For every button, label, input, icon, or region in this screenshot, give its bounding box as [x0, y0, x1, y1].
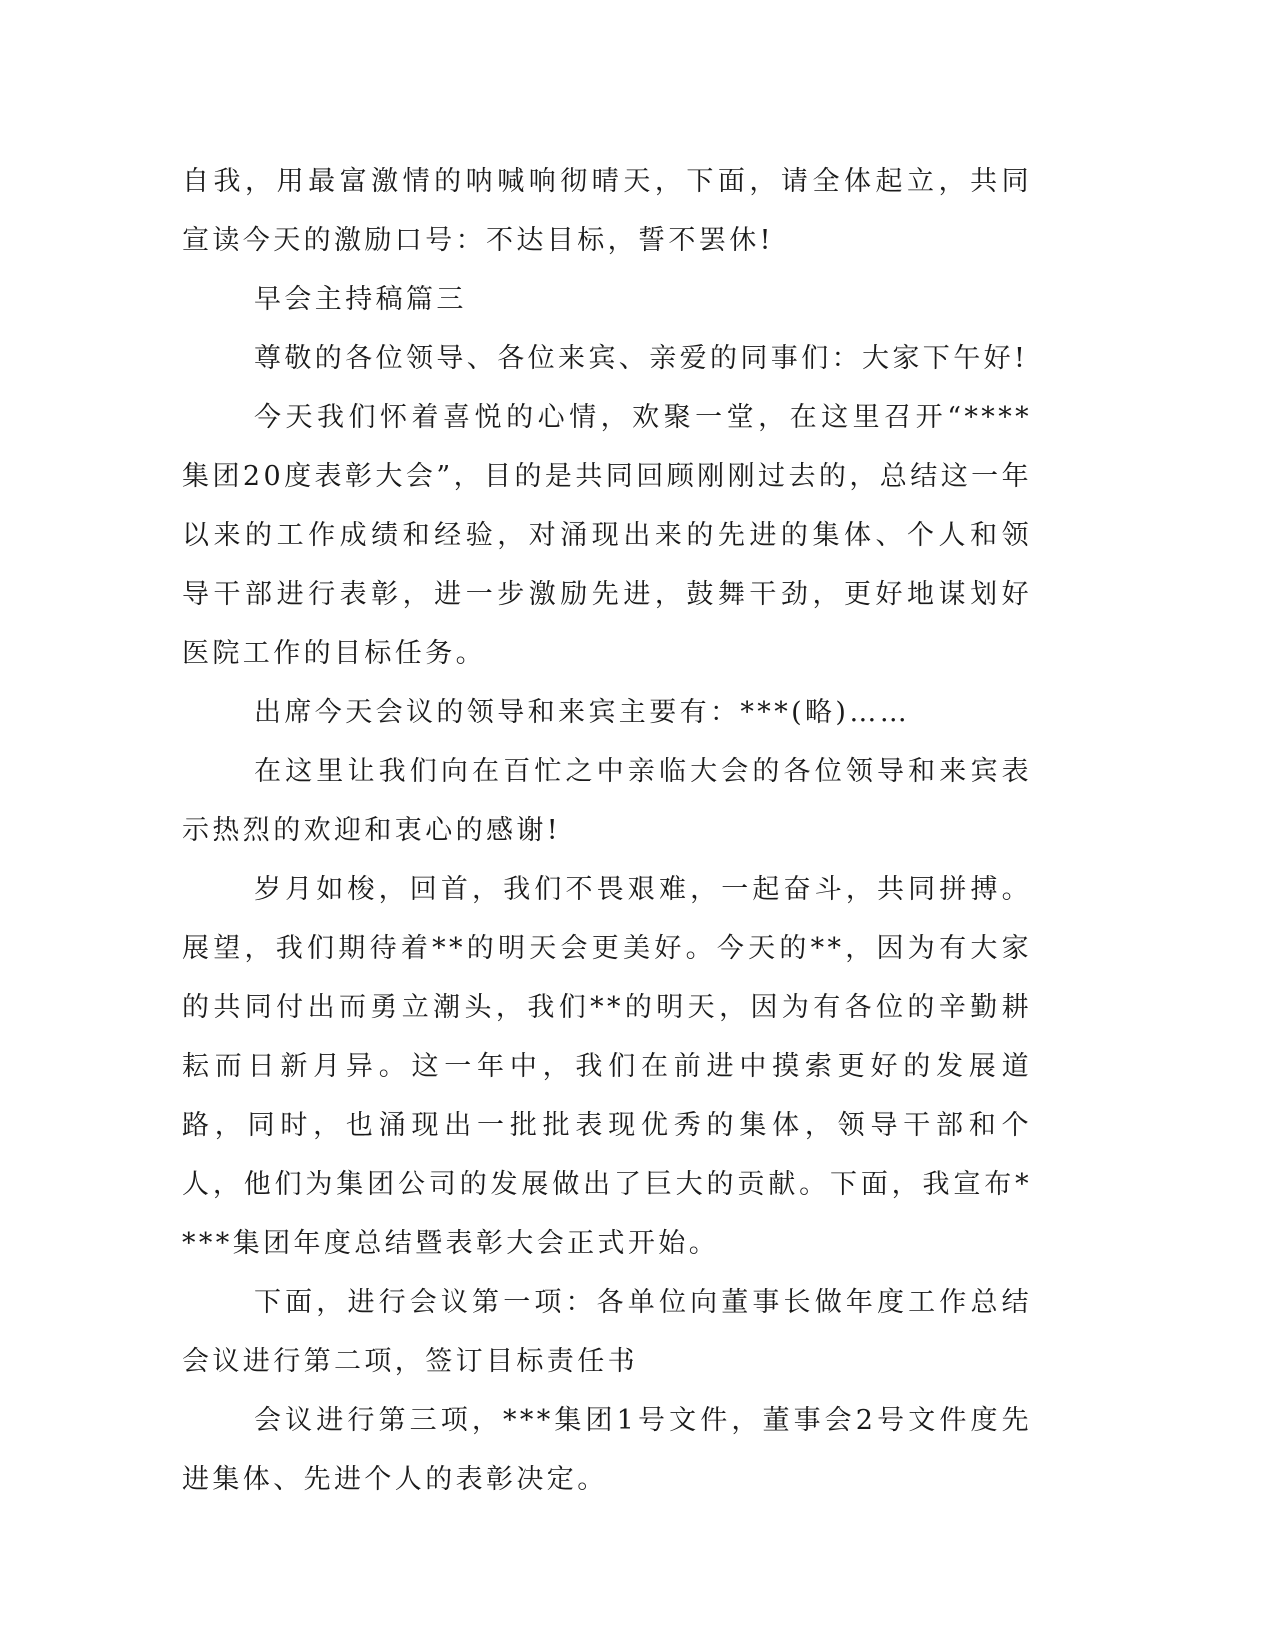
- section-heading: 早会主持稿篇三: [254, 284, 467, 315]
- paragraph-agenda-items: 下面，进行会议第一项：各单位向董事长做年度工作总结会议进行第二项，签订目标责任书: [182, 1287, 1032, 1377]
- salutation: 尊敬的各位领导、各位来宾、亲爱的同事们：大家下午好!: [254, 343, 1029, 374]
- paragraph-opening: 今天我们怀着喜悦的心情，欢聚一堂，在这里召开“****集团20度表彰大会”，目的是共同回顾刚刚过去的，总结这一年以来的工作成绩和经验，对涌现出来的先进的集体、个人和领导干部进行表彰，进一步激励先进，鼓舞干劲，更好地谋划好医院工作的目标任务。: [182, 402, 1032, 669]
- paragraph-attendees: 出席今天会议的领导和来宾主要有：***(略)……: [254, 697, 911, 728]
- paragraph-welcome: 在这里让我们向在百忙之中亲临大会的各位领导和来宾表示热烈的欢迎和衷心的感谢!: [182, 756, 1032, 846]
- paragraph-review: 岁月如梭，回首，我们不畏艰难，一起奋斗，共同拼搏。展望，我们期待着**的明天会更美好。今天的**，因为有大家的共同付出而勇立潮头，我们**的明天，因为有各位的辛勤耕耘而日新月异。这一年中，我们在前进中摸索更好的发展道路，同时，也涌现出一批批表现优秀的集体，领导干部和个人，他们为集团公司的发展做出了巨大的贡献。下面，我宣布****集团年度总结暨表彰大会正式开始。: [182, 874, 1032, 1259]
- paragraph-continuation: 自我，用最富激情的呐喊响彻晴天，下面，请全体起立，共同宣读今天的激励口号：不达目标，誓不罢休!: [182, 166, 1032, 256]
- paragraph-agenda-third: 会议进行第三项，***集团1号文件，董事会2号文件度先进集体、先进个人的表彰决定。: [182, 1405, 1032, 1495]
- document-body: [182, 152, 1032, 1509]
